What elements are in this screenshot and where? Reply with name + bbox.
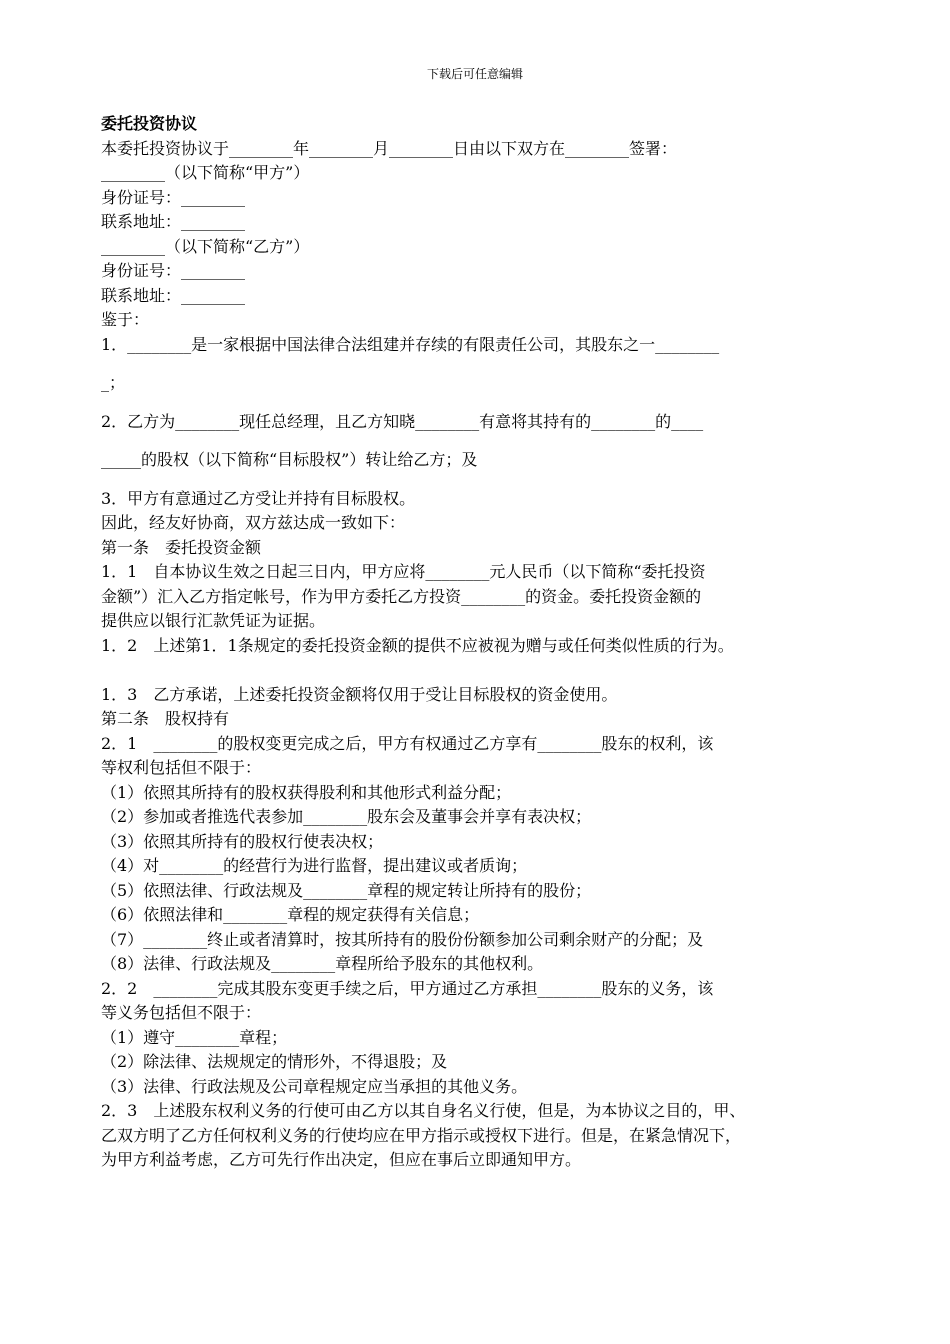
recital-1-line: 1．________是一家根据中国法律合法组建并存续的有限责任公司，其股东之一________	[101, 334, 720, 354]
recital-2-line: _____的股权（以下简称“目标股权”）转让给乙方；及	[101, 450, 478, 469]
rights-item: （5）依照法律、行政法规及________章程的规定转让所持有的股份；	[101, 880, 592, 900]
intro-line: 本委托投资协议于________年________月________日由以下双方在________签署：	[101, 138, 678, 158]
rights-item: （2）参加或者推选代表参加________股东会及董事会并享有表决权；	[101, 807, 592, 826]
clause-1-1-line: 1．1 自本协议生效之日起三日内，甲方应将________元人民币（以下简称“委托投资	[101, 562, 706, 581]
clause-1-2: 1．2 上述第1．1条规定的委托投资金额的提供不应被视为赠与或任何类似性质的行为。	[101, 635, 734, 655]
party-b-id: 身份证号：________	[101, 261, 246, 280]
clause-1-1-line: 金额”）汇入乙方指定帐号，作为甲方委托乙方投资________的资金。委托投资金额的	[101, 586, 702, 606]
recital-2-line: 2．乙方为________现任总经理，且乙方知晓________有意将其持有的________的____	[101, 411, 704, 431]
recital-3: 3．甲方有意通过乙方受让并持有目标股权。	[101, 488, 416, 508]
recital-1-line: _；	[101, 373, 126, 392]
agreement-intro: 因此，经友好协商，双方兹达成一致如下：	[101, 513, 406, 532]
rights-item: （8）法律、行政法规及________章程所给予股东的其他权利。	[101, 954, 544, 973]
page-header-note: 下载后可任意编辑	[426, 67, 523, 81]
rights-item: （7）________终止或者清算时，按其所持有的股份份额参加公司剩余财产的分配；及	[101, 929, 704, 949]
obligations-item: （2）除法律、法规规定的情形外，不得退股；及	[101, 1052, 448, 1071]
party-a-name: ________（以下简称“甲方”）	[101, 163, 310, 182]
party-b-address: 联系地址：________	[101, 285, 246, 305]
obligations-item: （1）遵守________章程；	[101, 1027, 288, 1047]
party-a-id: 身份证号：________	[101, 187, 246, 207]
clause-2-2-line: 2．2 ________完成其股东变更手续之后，甲方通过乙方承担________股东的义务，该	[101, 978, 714, 998]
rights-item: （3）依照其所持有的股权行使表决权；	[101, 831, 384, 851]
clause-2-1-line: 等权利包括但不限于：	[101, 758, 262, 777]
clause-2-3-line: 乙双方明了乙方任何权利义务的行使均应在甲方指示或授权下进行。但是，在紧急情况下，	[101, 1125, 742, 1145]
article-2-heading: 第二条 股权持有	[101, 709, 230, 728]
clause-2-3-line: 2．3 上述股东权利义务的行使可由乙方以其自身名义行使，但是，为本协议之目的，甲、	[101, 1101, 746, 1120]
document-title: 委托投资协议	[101, 114, 198, 133]
document-body	[101, 112, 851, 1173]
paragraph-spacer	[101, 658, 851, 683]
clause-2-2-line: 等义务包括但不限于：	[101, 1003, 262, 1022]
party-a-address: 联系地址：________	[101, 212, 246, 231]
clause-1-3: 1．3 乙方承诺，上述委托投资金额将仅用于受让目标股权的资金使用。	[101, 684, 618, 704]
rights-item: （6）依照法律和________章程的规定获得有关信息；	[101, 905, 480, 924]
obligations-item: （3）法律、行政法规及公司章程规定应当承担的其他义务。	[101, 1076, 528, 1096]
whereas-heading: 鉴于：	[101, 310, 150, 329]
clause-1-1-line: 提供应以银行汇款凭证为证据。	[101, 611, 326, 630]
article-1-heading: 第一条 委托投资金额	[101, 537, 262, 557]
rights-item: （1）依照其所持有的股权获得股利和其他形式利益分配；	[101, 782, 512, 802]
party-b-name: ________（以下简称“乙方”）	[101, 236, 310, 256]
clause-2-3-line: 为甲方利益考虑，乙方可先行作出决定，但应在事后立即通知甲方。	[101, 1150, 582, 1169]
rights-item: （4）对________的经营行为进行监督，提出建议或者质询；	[101, 856, 528, 875]
clause-2-1-line: 2．1 ________的股权变更完成之后，甲方有权通过乙方享有________股东的权利，该	[101, 733, 714, 753]
